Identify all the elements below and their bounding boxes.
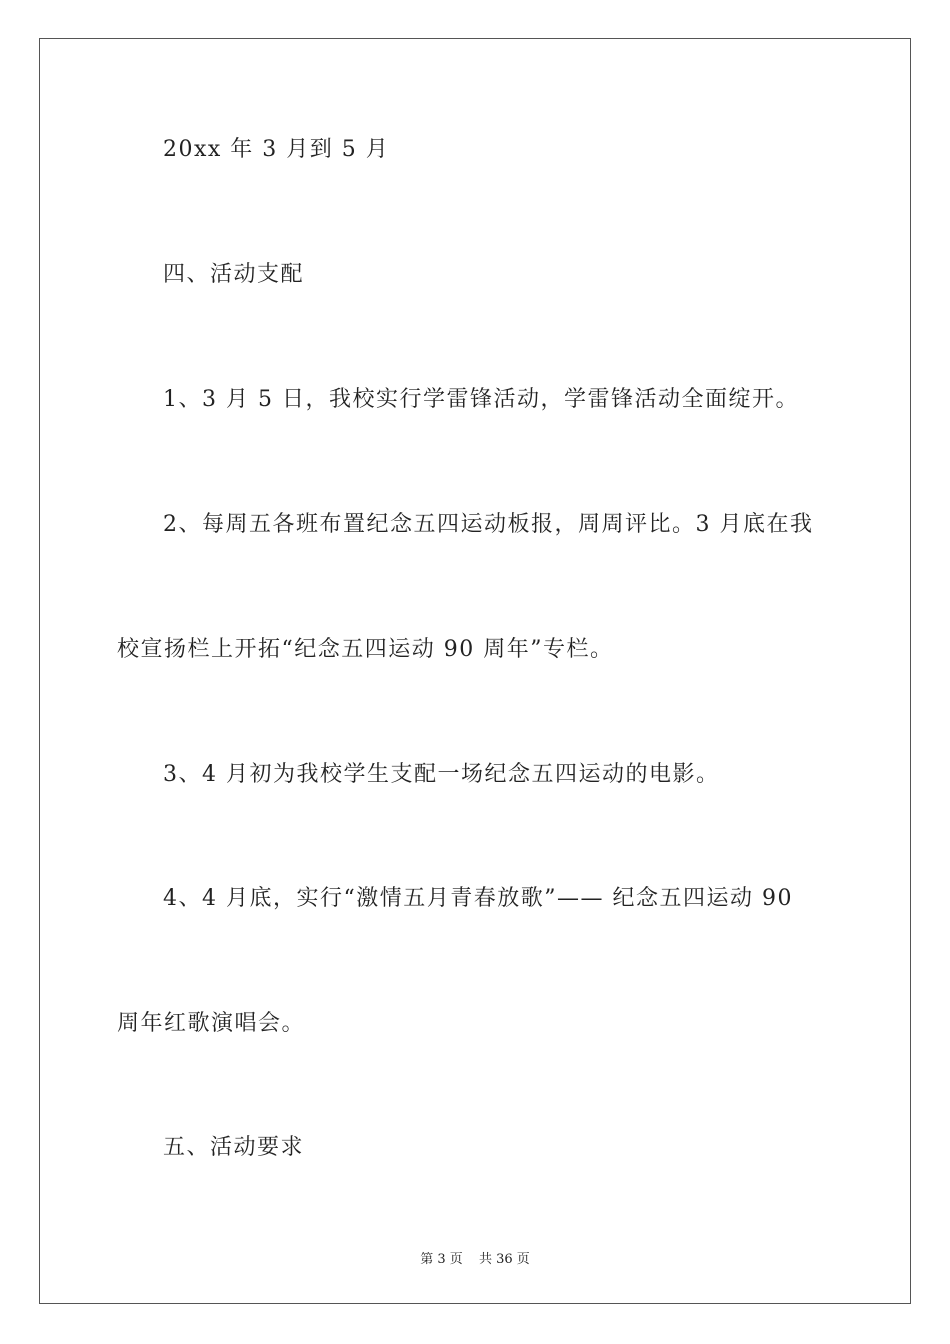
paragraph-item-4: 4、4 月底，实行“激情五月青春放歌”—— 纪念五四运动 90: [163, 886, 793, 911]
section-heading-activity-requirements: 五、活动要求: [163, 1135, 305, 1160]
paragraph-item-1: 1、3 月 5 日，我校实行学雷锋活动，学雷锋活动全面绽开。: [163, 387, 799, 412]
paragraph-item-2-continued: 校宣扬栏上开拓“纪念五四运动 90 周年”专栏。: [117, 637, 614, 662]
date-range-line: 20xx 年 3 月到 5 月: [163, 137, 390, 162]
paragraph-item-2: 2、每周五各班布置纪念五四运动板报，周周评比。3 月底在我: [163, 512, 814, 537]
page-total: 共 36 页: [478, 1252, 530, 1267]
paragraph-item-4-continued: 周年红歌演唱会。: [117, 1011, 306, 1036]
section-heading-activity-arrangement: 四、活动支配: [163, 262, 305, 287]
page-number: 第 3 页: [420, 1252, 463, 1267]
page-border: [39, 38, 911, 1304]
page-footer: [0, 1248, 950, 1267]
paragraph-item-3: 3、4 月初为我校学生支配一场纪念五四运动的电影。: [163, 762, 720, 787]
